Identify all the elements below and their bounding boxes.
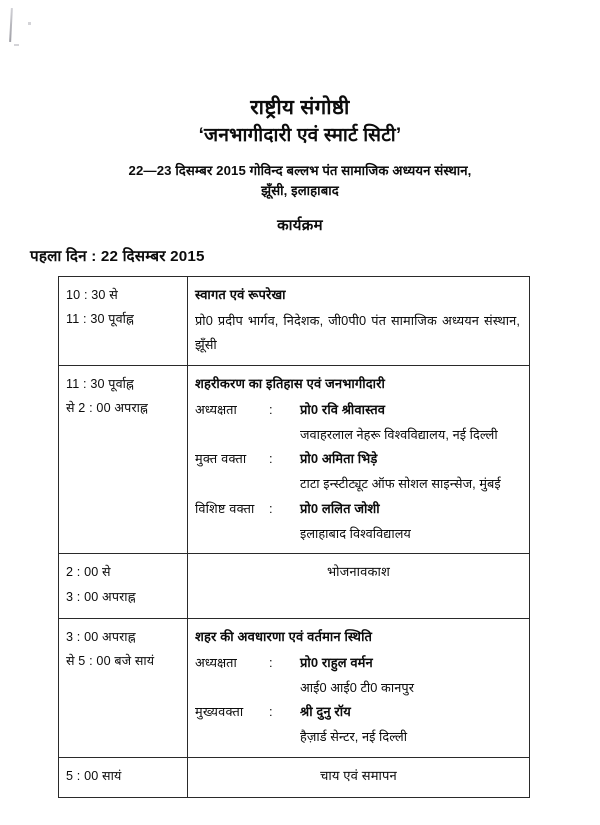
schedule-time-line: 3 : 00 अपराह्न (66, 589, 136, 604)
speaker-name: श्री दुनु रॉय (300, 704, 351, 720)
speaker-role-colon: : (269, 500, 273, 516)
schedule-time-line: 2 : 00 से (66, 565, 111, 580)
table-row (59, 757, 530, 797)
schedule-time-cell (59, 618, 188, 757)
speaker-affiliation: आई0 आई0 टी0 कानपुर (300, 679, 415, 695)
speaker-name: प्रो0 ललित जोशी (300, 500, 380, 516)
schedule-detail-cell (188, 365, 530, 554)
schedule-detail-cell (188, 276, 530, 365)
schedule-time-cell (59, 757, 188, 797)
schedule-time-line: 10 : 30 से (66, 287, 118, 302)
table-row (59, 618, 530, 757)
speaker-entry (195, 447, 522, 497)
session-title: भोजनावकाश (326, 564, 391, 580)
speaker-entry (195, 497, 522, 547)
speaker-role-colon: : (269, 654, 273, 670)
speaker-role-label: अध्यक्षता (195, 654, 237, 670)
schedule-table (58, 276, 530, 798)
speaker-role-label: मुक्त वक्ता (195, 451, 247, 467)
session-title: स्वागत एवं रूपरेखा (195, 286, 286, 302)
speaker-affiliation: टाटा इन्स्टीट्यूट ऑफ सोशल साइन्सेज, मुंबई (300, 476, 501, 492)
schedule-table-wrapper (58, 276, 530, 798)
speaker-role-colon: : (269, 451, 273, 467)
speaker-role-label: मुख्यवक्ता (195, 704, 244, 720)
session-title: चाय एवं समापन (320, 767, 397, 783)
speaker-entry (195, 651, 522, 701)
schedule-time-line: से 2 : 00 अपराह्न (66, 401, 148, 416)
venue-line-1: 22—23 दिसम्बर 2015 गोविन्द बल्लभ पंत सामाजिक अध्ययन संस्थान, (128, 162, 472, 178)
scan-artifact-speck (14, 44, 19, 46)
schedule-table-body (59, 276, 530, 797)
table-row (59, 554, 530, 619)
speaker-role-label: अध्यक्षता (195, 401, 237, 417)
spacer (195, 586, 522, 611)
programme-heading: कार्यक्रम (277, 216, 323, 234)
speaker-affiliation: हैज़ार्ड सेन्टर, नई दिल्ली (300, 729, 408, 745)
schedule-detail-cell (188, 757, 530, 797)
schedule-time-cell (59, 276, 188, 365)
scan-artifact-speck (28, 22, 31, 25)
speaker-role-colon: : (269, 401, 273, 417)
table-row (59, 365, 530, 554)
schedule-detail-cell (188, 554, 530, 619)
schedule-time-line: 11 : 30 पूर्वाह्न (66, 376, 134, 391)
schedule-time-cell (59, 554, 188, 619)
session-description: प्रो0 प्रदीप भार्गव, निदेशक, जी0पी0 पंत सामाजिक अध्ययन संस्थान, झूँसी (195, 312, 520, 353)
speaker-entry (195, 398, 522, 448)
venue-line-2: झूँसी, इलाहाबाद (261, 183, 339, 199)
schedule-time-line: 3 : 00 अपराह्न (66, 629, 136, 644)
schedule-detail-cell (188, 618, 530, 757)
speaker-name: प्रो0 अमिता भिड़े (300, 451, 378, 467)
schedule-time-cell (59, 365, 188, 554)
speaker-affiliation: इलाहाबाद विश्वविद्यालय (300, 525, 411, 541)
speaker-role-colon: : (269, 704, 273, 720)
speaker-name: प्रो0 राहुल वर्मन (300, 654, 373, 670)
speaker-entry (195, 700, 522, 750)
document-header (0, 0, 600, 202)
day-heading: पहला दिन : 22 दिसम्बर 2015 (30, 247, 205, 265)
speaker-role-label: विशिष्ट वक्ता (195, 500, 255, 516)
venue-block (0, 161, 600, 202)
speaker-affiliation: जवाहरलाल नेहरू विश्वविद्यालय, नई दिल्ली (300, 426, 498, 442)
seminar-title: राष्ट्रीय संगोष्ठी (250, 96, 350, 119)
schedule-time-line: से 5 : 00 बजे सायं (66, 654, 155, 669)
schedule-time-line: 11 : 30 पूर्वाह्न (66, 312, 134, 327)
seminar-subtitle: ‘जनभागीदारी एवं स्मार्ट सिटी’ (198, 125, 402, 147)
schedule-time-line: 5 : 00 सायं (66, 768, 122, 783)
speaker-name: प्रो0 रवि श्रीवास्तव (300, 401, 386, 417)
table-row (59, 276, 530, 365)
session-title: शहरीकरण का इतिहास एवं जनभागीदारी (195, 375, 386, 391)
session-title: शहर की अवधारणा एवं वर्तमान स्थिति (195, 628, 373, 644)
